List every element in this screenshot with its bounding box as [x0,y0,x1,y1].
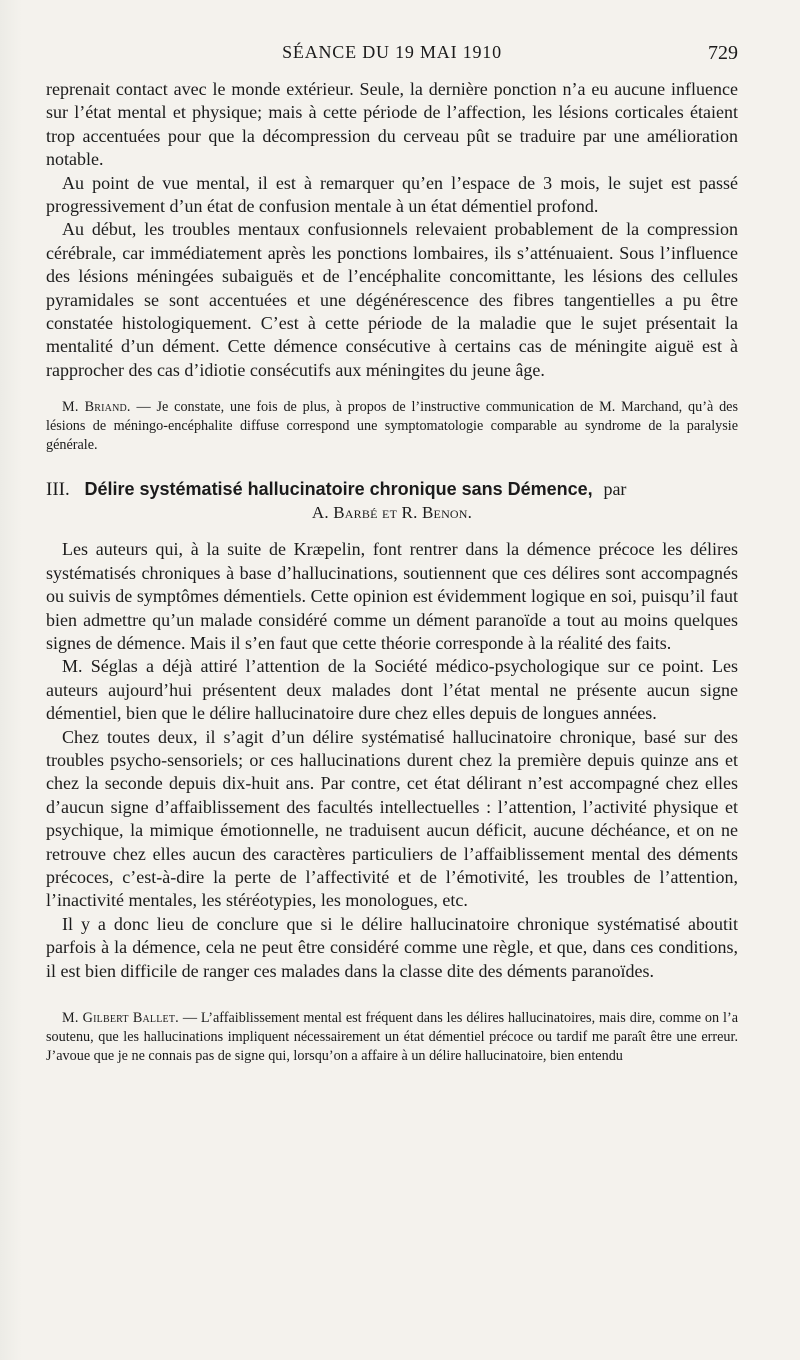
section-paragraph-4: Il y a donc lieu de conclure que si le délire hallucinatoire chronique systématisé aboutit parfois à la démence, cela ne peut être considéré comme une règle, et que, dans ces conditions, il est bien difficile de ranger ces malades dans la classe dite des déments paranoïdes. [46,913,738,981]
spacer [46,983,738,993]
discussion-text-1: — Je constate, une fois de plus, à propos de l’instructive communication de M. Marchand, qu’à des lésions de méningo-encéphalite diffuse correspond une symptomatologie comparable au syndrome de la paralysie générale. [46,399,738,454]
section-number: III. [46,479,70,501]
section-paragraph-2: M. Séglas a déjà attiré l’attention de la Société médico-psychologique sur ce point. Les auteurs aujourd’hui présentent deux malades dont l’état mental ne présente aucun signe démentiel, bien que le délire hallucinatoire dure chez elles depuis de longues années. [46,656,738,724]
section-heading [46,477,738,524]
section-par: par [603,479,627,500]
body-paragraph-2: Au point de vue mental, il est à remarquer qu’en l’espace de 3 mois, le sujet est passé progressivement d’un état de confusion mentale à un état démentiel profond. [46,172,738,217]
section-paragraph-1: Les auteurs qui, à la suite de Kræpelin, font rentrer dans la démence précoce les délires systématisés chroniques à base d’hallucinations, soutiennent que ces délires sont accompagnés ou suivis de symptômes démentiels. Cette opinion est évidemment logique en soi, puisqu’il faut bien admettre qu’un malade considéré comme un dément paranoïde a tout au moins quelques signes de démence. Mais il s’en faut que cette théorie corresponde à la réalité des faits. [46,539,738,653]
running-head [46,40,738,74]
body-paragraph-3: Au début, les troubles mentaux confusionnels relevaient probablement de la compression cérébrale, car immédiatement après les ponctions lombaires, ils s’atténuaient. Sous l’influence des lésions méningées subaiguës et de l’encéphalite concomittante, les lésions des cellules pyramidales se sont accentuées et une dégénérescence des fibres tangentielles a pu être constatée histologiquement. C’est à cette période de la maladie que le sujet présentait la mentalité d’un dément. Cette démence consécutive à certains cas de méningite aiguë est à rapprocher des cas d’idiotie consécutifs aux méningites du jeune âge. [46,219,738,380]
section-title-line [46,477,738,502]
discussion-note-2 [46,1009,738,1066]
discussion-text-2: — L’affaiblissement mental est fréquent dans les délires hallucinatoires, mais dire, comme on l’a soutenu, que les hallucinations impliquent nécessairement un état démentiel précoce ou tardif me paraît être une erreur. J’avoue que je ne connais pas de signe qui, lorsqu’on a affaire à un délire hallucinatoire, bien entendu [46,1010,738,1064]
body-paragraph-1: reprenait contact avec le monde extérieur. Seule, la dernière ponction n’a eu aucune influence sur l’état mental et physique; mais à cette période de l’affection, les lésions corticales étaient trop accentuées pour que la décompression du cerveau pût se traduire par une amélioration notable. [46,79,738,170]
page-number: 729 [708,42,738,64]
discussion-speaker-2: M. Gilbert Ballet. [62,1010,179,1026]
section-paragraph-3: Chez toutes deux, il s’agit d’un délire systématisé hallucinatoire chronique, basé sur des troubles psycho-sensoriels; or ces hallucinations durent chez la première depuis quinze ans et chez la seconde depuis dix-huit ans. Par contre, cet état délirant n’est accompagné chez elles d’aucun signe d’affaiblissement des facultés intellectuelles : l’attention, l’activité physique et psychique, la mimique émotionnelle, ne traduisent aucun déficit, aucune déchéance, et on ne retrouve chez elles aucun des caractères particuliers de l’affaiblissement mental des déments précoces, c’est-à-dire la perte de l’affectivité et de l’émotivité, les troubles de l’attention, l’inactivité mentales, les stéréotypies, les monologues, etc. [46,726,738,911]
discussion-note-1 [46,398,738,455]
section-authors: A. Barbé et R. Benon. [311,503,473,523]
discussion-speaker-1: M. Briand. [62,399,131,416]
running-title: SÉANCE DU 19 MAI 1910 [282,42,502,62]
section-title: Délire systématisé hallucinatoire chronique sans Démence, [84,479,593,500]
